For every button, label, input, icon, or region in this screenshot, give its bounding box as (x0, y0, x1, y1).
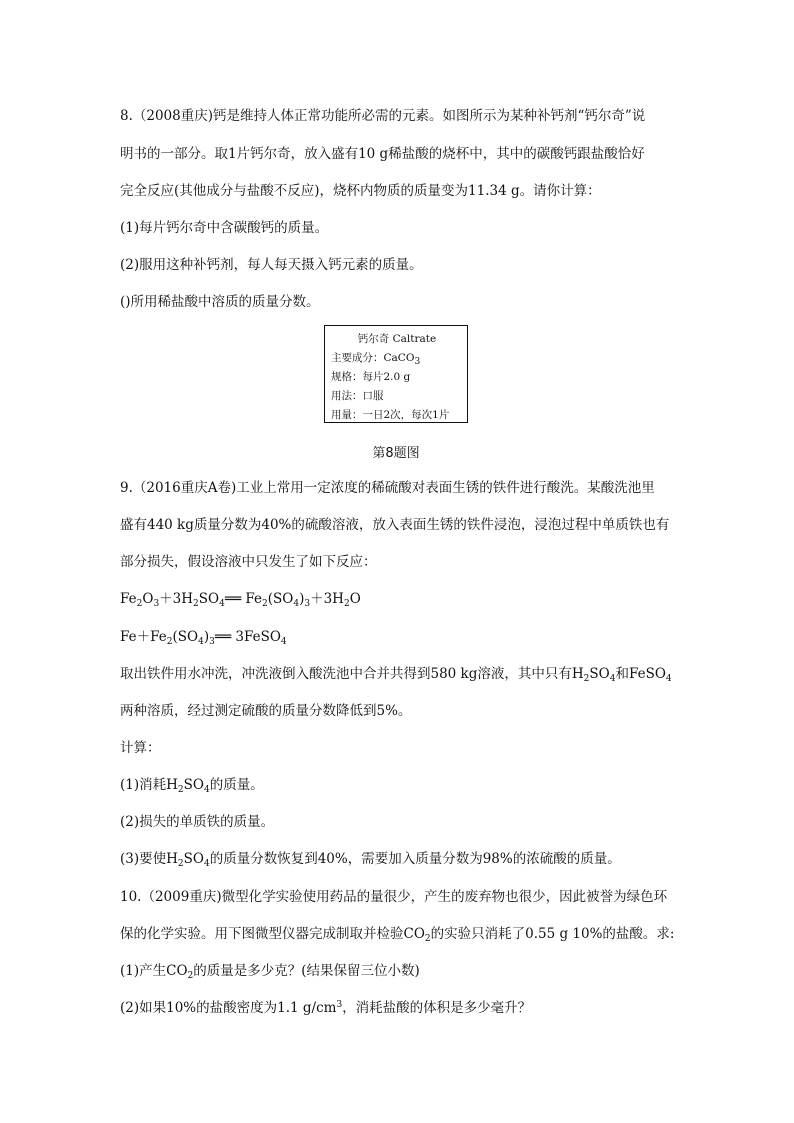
q8-line-3: 完全反应(其他成分与盐酸不反应)，烧杯内物质的质量变为11.34 g。请你计算： (120, 183, 601, 199)
q9-line-2: 盛有440 kg质量分数为40%的硫酸溶液，放入表面生锈的铁件浸泡，浸泡过程中单质铁也有 (120, 517, 670, 533)
q8-line-1: 8.（2008重庆)钙是维持人体正常功能所必需的元素。如图所示为某种补钙剂“钙尔奇”说 (120, 108, 646, 124)
q9-sub-2: (2)损失的单质铁的质量。 (120, 814, 275, 830)
q9-line-5: 两种溶质，经过测定硫酸的质量分数降低到5%。 (120, 703, 412, 719)
q10-sub-2: (2)如果10%的盐酸密度为1.1 $g/cm^3$，消耗盐酸的体积是多少毫升？ (120, 1000, 532, 1016)
q9-equation-1: $Fe_2O_3+3H_2SO_4══$ $Fe_2(SO_4)_3+3H_2O$ (120, 591, 361, 609)
q8-line-2: 明书的一部分。取1片钙尔奇，放入盛有10 g稀盐酸的烧杯中，其中的碳酸钙跟盐酸恰好 (120, 146, 645, 162)
q9-line-4: 取出铁件用水冲洗，冲洗液倒入酸洗池中合并共得到580 kg溶液，其中只有$H_2SO_4$和FeSO$_4$ (120, 666, 672, 684)
q8-sub-2: (2)服用这种补钙剂，每人每天摄入钙元素的质量。 (120, 257, 423, 273)
label-dosage: 用量：一日2次，每次1片 (331, 409, 450, 421)
label-spec: 规格：每片2.0 g (331, 371, 411, 383)
label-ingredient: 主要成分：CaCO$_3$ (331, 352, 421, 367)
label-title: 钙尔奇 Caltrate (357, 333, 437, 345)
figure-caption: 第8题图 (372, 446, 420, 461)
q8-sub-3: ()所用稀盐酸中溶质的质量分数。 (120, 294, 320, 310)
q9-line-3: 部分损失，假设溶液中只发生了如下反应： (120, 554, 377, 570)
q10-line-2: 保的化学实验。用下图微型仪器完成制取并检验$CO_2$的实验只消耗了0.55 g 10%的盐酸。求: (120, 926, 675, 944)
q10-line-1: 10.（2009重庆)微型化学实验使用药品的量很少，产生的废弃物也很少，因此被誉为绿色环 (120, 889, 668, 905)
q8-sub-1: (1)每片钙尔奇中含碳酸钙的质量。 (120, 220, 329, 236)
q9-sub-3: (3)要使$H_2SO_4$的质量分数恢复到40%，需要加入质量分数为98%的浓硫酸的质量。 (120, 851, 621, 869)
q9-line-1: 9.（2016重庆A卷)工业上常用一定浓度的稀硫酸对表面生锈的铁件进行酸洗。某酸洗池里 (120, 480, 655, 496)
q9-sub-1: (1)消耗$H_2SO_4$的质量。 (120, 777, 264, 795)
caltrate-label-box (324, 325, 468, 423)
label-usage: 用法：口服 (331, 390, 384, 402)
q9-equation-2: $Fe+Fe_2(SO_4)_3══$ 3FeSO$_4$ (120, 629, 287, 647)
q9-calc-label: 计算： (120, 740, 161, 756)
q10-sub-1: (1)产生$CO_2$的质量是多少克？(结果保留三位小数) (120, 963, 420, 981)
